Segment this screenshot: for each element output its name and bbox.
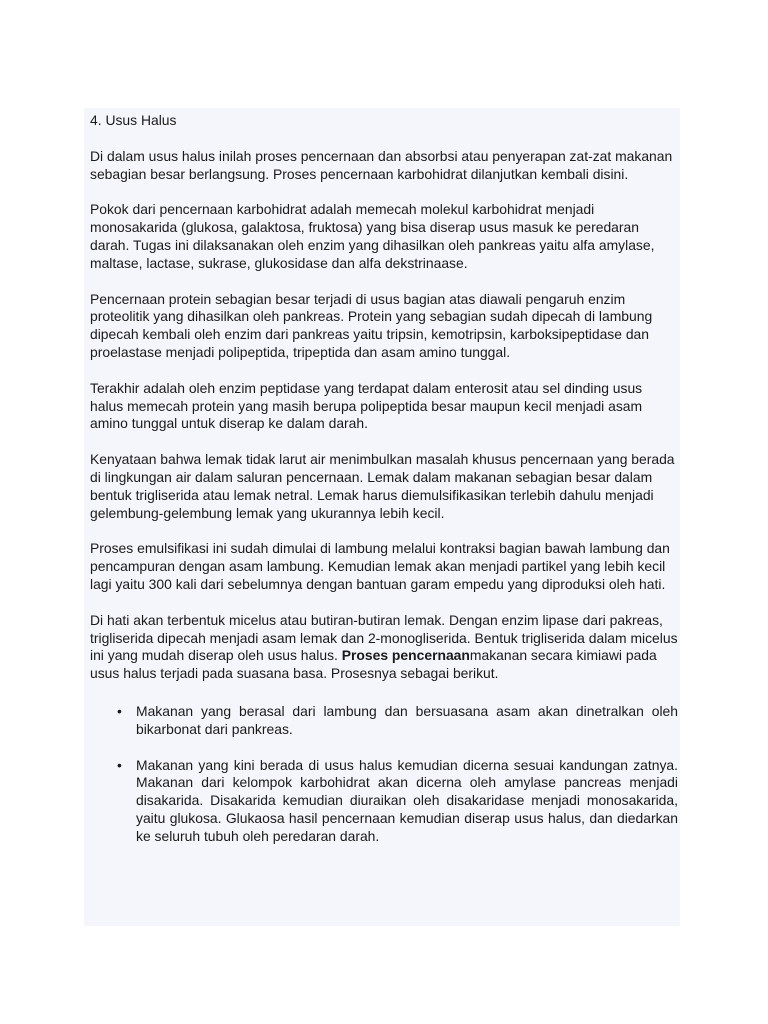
- bullet-icon: •: [117, 756, 122, 773]
- paragraph-2: Pokok dari pencernaan karbohidrat adalah memecah molekul karbohidrat menjadi monosakarida (glukosa, galaktosa, fruktosa) yang bisa diserap usus masuk ke peredaran darah. Tugas ini dilaksanakan oleh enzim yang dihasilkan oleh pankreas yaitu alfa amylase, maltase, lactase, sukrase, glukosidase dan alfa dekstrinaase.: [90, 201, 655, 271]
- paragraph-4: Terakhir adalah oleh enzim peptidase yang terdapat dalam enterosit atau sel dinding usus halus memecah protein yang masih berupa polipeptida besar maupun kecil menjadi asam amino tunggal untuk diserap ke dalam darah.: [90, 379, 643, 432]
- bullet-icon: •: [117, 702, 122, 719]
- paragraph-7: [90, 612, 678, 683]
- list-item: [90, 703, 678, 739]
- paragraph-7-text: Di hati akan terbentuk micelus atau butiran-butiran lemak. Dengan enzim lipase dari pakreas, trigliserida dipecah menjadi asam lemak dan 2-monogliserida. Bentuk trigliserida dalam micelus ini yang mudah diserap oleh usus halus.: [90, 611, 678, 664]
- document-content: [90, 112, 678, 864]
- paragraph-1: Di dalam usus halus inilah proses pencernaan dan absorbsi atau penyerapan zat-zat makanan sebagian besar berlangsung. Proses pencernaan karbohidrat dilanjutkan kembali disini.: [90, 147, 673, 182]
- paragraph-5: Kenyataan bahwa lemak tidak larut air menimbulkan masalah khusus pencernaan yang berada di lingkungan air dalam saluran pencernaan. Lemak dalam makanan sebagian besar dalam bentuk trigliserida atau lemak netral. Lemak harus diemulsifikasikan terlebih dahulu menjadi gelembung-gelembung lemak yang ukurannya lebih kecil.: [90, 451, 675, 521]
- paragraph-7-text-end: makanan secara kimiawi pada usus halus terjadi pada suasana basa. Prosesnya sebagai berikut.: [90, 647, 657, 682]
- bullet-list: [90, 703, 678, 846]
- paragraph-7-bold: Proses pencernaan: [341, 647, 470, 664]
- list-item-text: Makanan yang berasal dari lambung dan bersuasana asam akan dinetralkan oleh bikarbonat dari pankreas.: [136, 702, 678, 737]
- list-item: [90, 757, 678, 846]
- paragraph-6: Proses emulsifikasi ini sudah dimulai di lambung melalui kontraksi bagian bawah lambung dan pencampuran dengan asam lambung. Kemudian lemak akan menjadi partikel yang lebih kecil lagi yaitu 300 kali dari sebelumnya dengan bantuan garam empedu yang diproduksi oleh hati.: [90, 540, 670, 592]
- paragraph-3: Pencernaan protein sebagian besar terjadi di usus bagian atas diawali pengaruh enzim proteolitik yang dihasilkan oleh pankreas. Protein yang sebagian sudah dipecah di lambung dipecah kembali oleh enzim dari pankreas yaitu tripsin, kemotripsin, karboksipeptidase dan proelastase menjadi polipeptida, tripeptida dan asam amino tunggal.: [90, 290, 653, 360]
- list-item-text: Makanan yang kini berada di usus halus kemudian dicerna sesuai kandungan zatnya. Makanan dari kelompok karbohidrat akan dicerna oleh amylase pancreas menjadi disakarida. Disakarida kemudian diuraikan oleh disakaridase menjadi monosakarida, yaitu glukosa. Glukaosa hasil pencernaan kemudian diserap usus halus, dan diedarkan ke seluruh tubuh oleh peredaran darah.: [136, 756, 678, 844]
- section-heading: 4. Usus Halus: [90, 112, 177, 128]
